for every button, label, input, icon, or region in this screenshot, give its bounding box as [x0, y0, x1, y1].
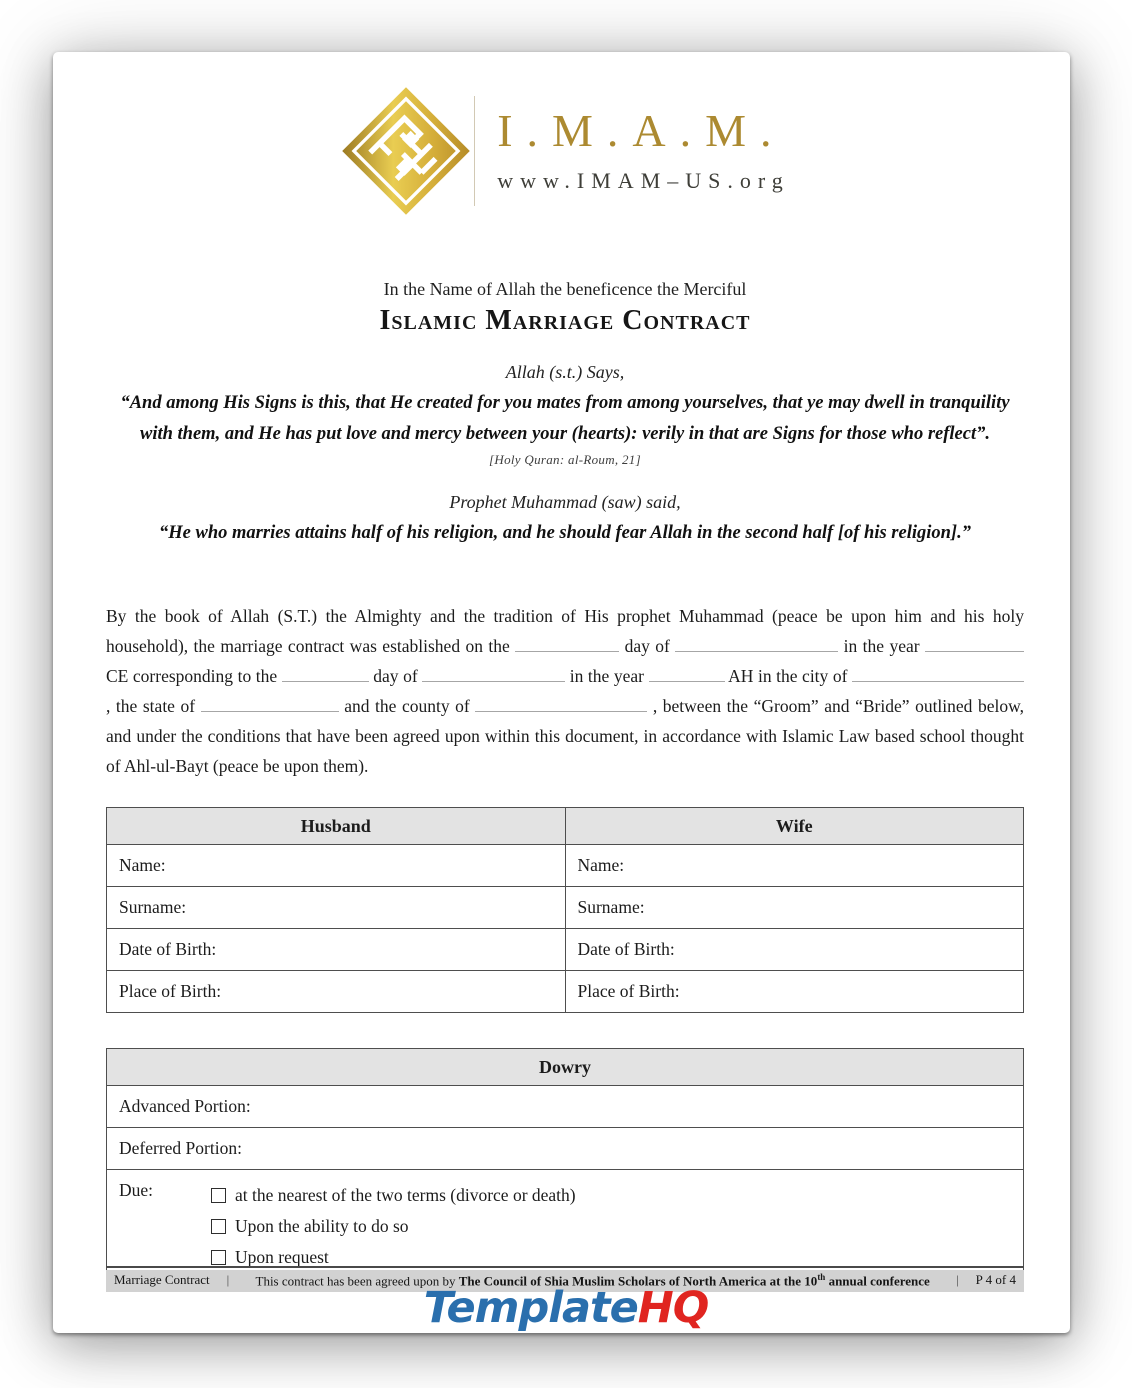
due-label: Due: [119, 1180, 154, 1200]
hadith-intro: Prophet Muhammad (saw) said, [449, 492, 681, 512]
fill-in-blank[interactable] [201, 698, 339, 712]
table-row [107, 971, 1024, 1013]
document-title: Islamic Marriage Contract [379, 305, 751, 336]
table-row [107, 887, 1024, 929]
dowry-header: Dowry [107, 1049, 1024, 1086]
wife-column-header: Wife [565, 808, 1024, 845]
husband-surname-cell[interactable]: Surname: [107, 887, 566, 929]
wife-surname-cell[interactable]: Surname: [565, 887, 1024, 929]
due-option-label: Upon request [235, 1247, 329, 1267]
wife-place-of-birth-cell[interactable]: Place of Birth: [565, 971, 1024, 1013]
footer-page-number: P 4 of 4 [975, 1272, 1016, 1288]
fill-in-blank[interactable] [422, 668, 565, 682]
due-option-label: at the nearest of the two terms (divorce or death) [235, 1185, 576, 1205]
table-row [107, 929, 1024, 971]
table-row [107, 1128, 1024, 1170]
footer-separator: | [956, 1272, 959, 1288]
husband-column-header: Husband [107, 808, 566, 845]
checkbox-icon[interactable] [211, 1219, 226, 1234]
husband-date-of-birth-cell[interactable]: Date of Birth: [107, 929, 566, 971]
imam-kufic-monogram-icon [340, 85, 472, 217]
bismillah-line: In the Name of Allah the beneficence the Merciful [383, 279, 747, 299]
due-option-label: Upon the ability to do so [235, 1216, 409, 1236]
brand-name: I.M.A.M. [497, 105, 786, 156]
wife-date-of-birth-cell[interactable]: Date of Birth: [565, 929, 1024, 971]
due-option-ability[interactable] [211, 1211, 576, 1242]
quran-source: [Holy Quran: al-Roum, 21] [489, 452, 641, 467]
brand-header [106, 85, 1024, 217]
checkbox-icon[interactable] [211, 1250, 226, 1265]
husband-wife-table [106, 807, 1024, 1013]
table-row [107, 845, 1024, 887]
fill-in-blank[interactable] [675, 638, 838, 652]
fill-in-blank[interactable] [852, 668, 1024, 682]
footer-rule [106, 1266, 1024, 1268]
dowry-table [106, 1048, 1024, 1282]
fill-in-blank[interactable] [475, 698, 647, 712]
templatehq-watermark: TemplateHQ [423, 1283, 709, 1333]
footer-doc-name: Marriage Contract [114, 1272, 210, 1288]
footer-agreement-note: This contract has been agreed upon by The Council of Shia Muslim Scholars of North America at the 10th annual conference [255, 1271, 930, 1288]
husband-name-cell[interactable]: Name: [107, 845, 566, 887]
advanced-portion-cell[interactable]: Advanced Portion: [107, 1086, 1024, 1128]
hadith-quote: “He who marries attains half of his religion, and he should fear Allah in the second half [of his religion].” [159, 523, 971, 543]
quran-quote: “And among His Signs is this, that He created for you mates from among yourselves, that ye may dwell in tranquility with them, and He has put love and mercy between your (hearts): verily in that are Signs for those who reflect”. [120, 393, 1010, 444]
quran-quote-intro: Allah (s.t.) Says, [505, 362, 625, 382]
wife-name-cell[interactable]: Name: [565, 845, 1024, 887]
table-row [107, 1086, 1024, 1128]
fill-in-blank[interactable] [925, 638, 1024, 652]
document-page [53, 52, 1070, 1333]
deferred-portion-cell[interactable]: Deferred Portion: [107, 1128, 1024, 1170]
fill-in-blank[interactable] [515, 638, 619, 652]
fill-in-blank[interactable] [649, 668, 725, 682]
contract-preamble-paragraph: By the book of Allah (S.T.) the Almighty and the tradition of His prophet Muhammad (peace be upon him and his holy household), the marriage contract was established on the day of in the year CE corresponding to the day of in the year AH in the city of , the state of and the county of , between the “Groom” and “Bride” outlined below, and under the conditions that have been agreed upon within this document, in accordance with Islamic Law based school thought of Ahl-ul-Bayt (peace be upon them). [106, 606, 1024, 776]
checkbox-icon[interactable] [211, 1188, 226, 1203]
footer-separator: | [226, 1272, 230, 1288]
fill-in-blank[interactable] [282, 668, 369, 682]
husband-place-of-birth-cell[interactable]: Place of Birth: [107, 971, 566, 1013]
brand-divider [474, 96, 475, 206]
brand-url: www.IMAM–US.org [497, 168, 790, 193]
due-option-nearest-term[interactable] [211, 1180, 576, 1211]
